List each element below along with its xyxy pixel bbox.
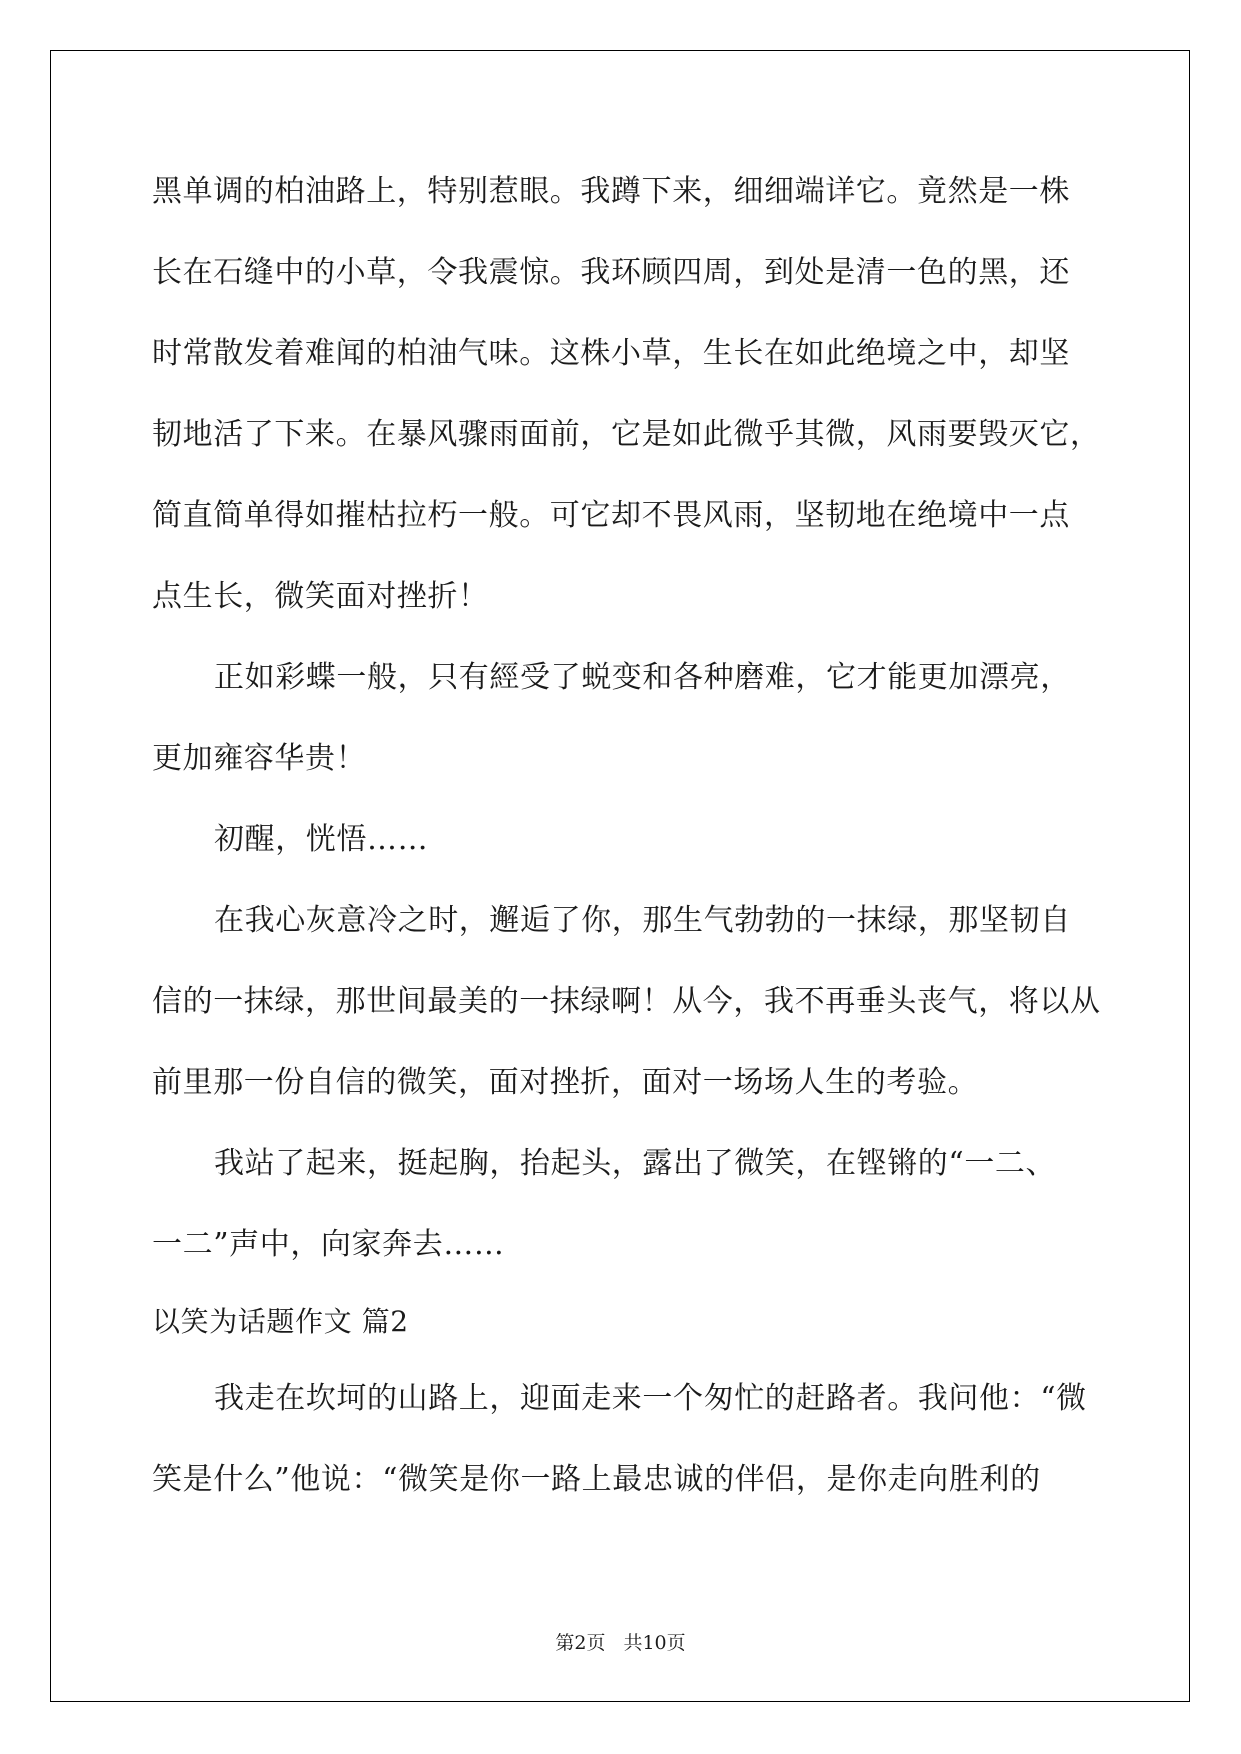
text-line: 简直简单得如摧枯拉朽一般。可它却不畏风雨，坚韧地在绝境中一点 (152, 498, 1070, 533)
paragraph-start-line: 我走在坎坷的山路上，迎面走来一个匆忙的赶路者。我问他：“微 (214, 1381, 1087, 1416)
text-line: 韧地活了下来。在暴风骤雨面前，它是如此微乎其微，风雨要毁灭它， (152, 417, 1101, 452)
page-total: 共10页 (623, 1632, 686, 1654)
text-line: 一二”声中，向家奔去…… (152, 1227, 505, 1262)
paragraph-start-line: 在我心灰意冷之时，邂逅了你，那生气勃勃的一抹绿，那坚韧自 (214, 903, 1071, 938)
section-heading: 以笑为话题作文 篇2 (152, 1305, 409, 1338)
text-line: 黑单调的柏油路上，特别惹眼。我蹲下来，细细端详它。竟然是一株 (152, 174, 1070, 209)
paragraph-start-line: 初醒，恍悟…… (214, 822, 429, 857)
text-line: 信的一抹绿，那世间最美的一抹绿啊！从今，我不再垂头丧气，将以从 (152, 984, 1101, 1019)
text-line: 长在石缝中的小草，令我震惊。我环顾四周，到处是清一色的黑，还 (152, 255, 1070, 290)
text-line: 更加雍容华贵！ (152, 741, 367, 776)
page-number: 第2页 (555, 1632, 606, 1654)
text-line: 点生长，微笑面对挫折！ (152, 579, 489, 614)
paragraph-start-line: 正如彩蝶一般，只有經受了蜕变和各种磨难，它才能更加漂亮， (214, 660, 1071, 695)
document-body (152, 158, 1101, 1527)
text-line: 时常散发着难闻的柏油气味。这株小草，生长在如此绝境之中，却坚 (152, 336, 1070, 371)
text-line: 前里那一份自信的微笑，面对挫折，面对一场场人生的考验。 (152, 1065, 979, 1100)
page-footer (0, 1630, 1241, 1656)
paragraph-start-line: 我站了起来，挺起胸，抬起头，露出了微笑，在铿锵的“一二、 (214, 1146, 1057, 1181)
text-line: 笑是什么”他说：“微笑是你一路上最忠诚的伴侣，是你走向胜利的 (152, 1462, 1041, 1497)
